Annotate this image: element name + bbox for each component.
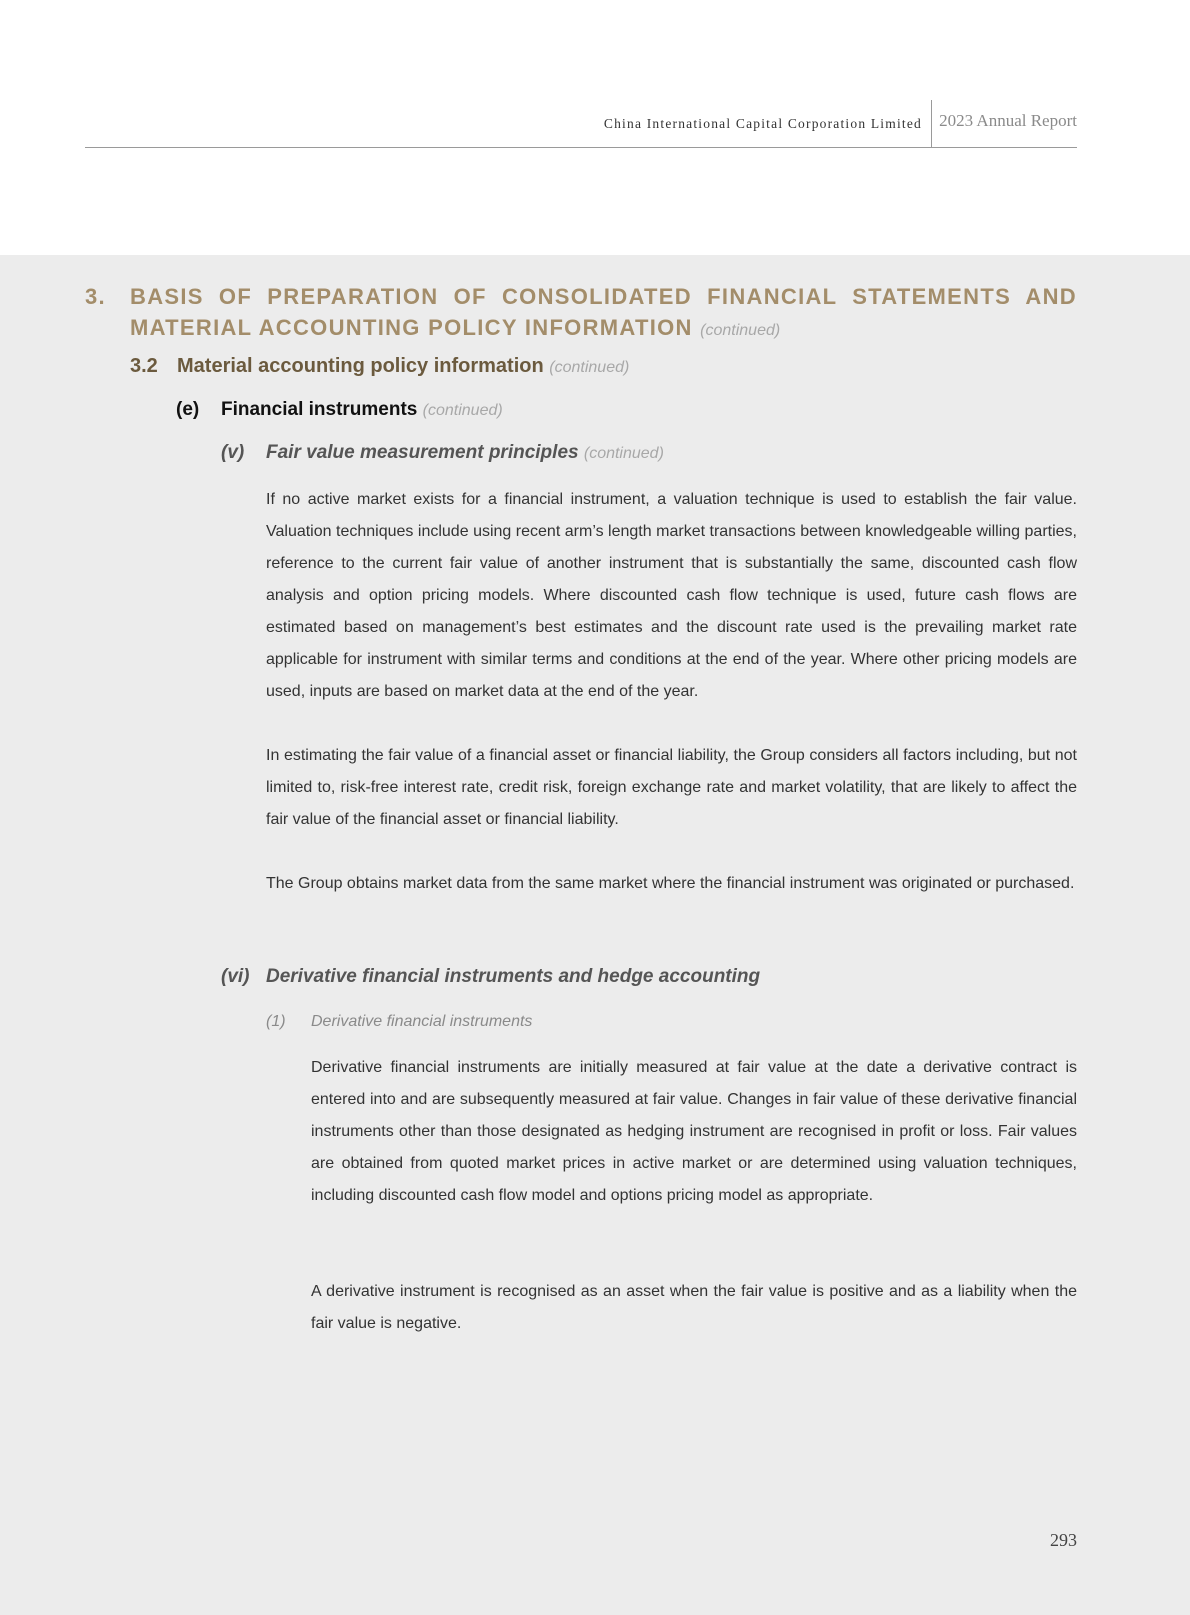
- report-title: 2023 Annual Report: [939, 111, 1077, 130]
- subsection-number: 3.2: [130, 355, 158, 377]
- subsection-heading: [130, 355, 629, 378]
- continued-label: (continued): [700, 322, 781, 339]
- section-heading: [85, 281, 1077, 346]
- item-title: Derivative financial instruments: [311, 1013, 533, 1030]
- paragraph: A derivative instrument is recognised as an asset when the fair value is positive and as a liability when the fair value is negative.: [311, 1283, 1077, 1332]
- paragraph: In estimating the fair value of a financial asset or financial liability, the Group considers all factors including, but not limited to, risk-free interest rate, credit risk, foreign exchange rate and market volatility, that are likely to affect the fair value of the financial asset or financial liability.: [266, 747, 1077, 828]
- page-header: [85, 100, 1077, 148]
- header-divider: [931, 100, 932, 147]
- item-vi-heading: [221, 966, 760, 988]
- section-title: BASIS OF PREPARATION OF CONSOLIDATED FINANCIAL STATEMENTS AND MATERIAL ACCOUNTING POLICY INFORMATION: [130, 284, 1077, 340]
- company-name: China International Capital Corporation Limited: [603, 116, 922, 131]
- subsection-title: Material accounting policy information: [177, 355, 544, 377]
- continued-label: (continued): [583, 445, 664, 462]
- item-number: (1): [266, 1013, 286, 1030]
- item-number: (e): [176, 399, 200, 420]
- item-title: Fair value measurement principles: [266, 442, 579, 463]
- continued-label: (continued): [549, 359, 630, 376]
- item-v-heading: [221, 442, 664, 464]
- page-number: 293: [1050, 1530, 1077, 1550]
- item-title: Derivative financial instruments and hedge accounting: [266, 966, 761, 987]
- section-number: 3.: [85, 284, 106, 309]
- paragraph: If no active market exists for a financial instrument, a valuation technique is used to establish the fair value. Valuation techniques include using recent arm’s length market transactions between knowledgeable willing parties, reference to the current fair value of another instrument that is substantially the same, discounted cash flow analysis and option pricing models. Where discounted cash flow technique is used, future cash flows are estimated based on management’s best estimates and the discount rate used is the prevailing market rate applicable for instrument with similar terms and conditions at the end of the year. Where other pricing models are used, inputs are based on market data at the end of the year.: [266, 491, 1077, 700]
- item-number: (vi): [221, 966, 250, 987]
- continued-label: (continued): [422, 402, 503, 419]
- item-e-heading: [176, 399, 503, 421]
- item-number: (v): [221, 442, 245, 463]
- item-1-heading: [266, 1013, 532, 1031]
- item-title: Financial instruments: [221, 399, 418, 420]
- paragraph: Derivative financial instruments are initially measured at fair value at the date a derivative contract is entered into and are subsequently measured at fair value. Changes in fair value of these derivative financial instruments other than those designated as hedging instrument are recognised in profit or loss. Fair values are obtained from quoted market prices in active market or are determined using valuation techniques, including discounted cash flow model and options pricing model as appropriate.: [311, 1059, 1077, 1204]
- paragraph: The Group obtains market data from the same market where the financial instrument was originated or purchased.: [266, 875, 1075, 892]
